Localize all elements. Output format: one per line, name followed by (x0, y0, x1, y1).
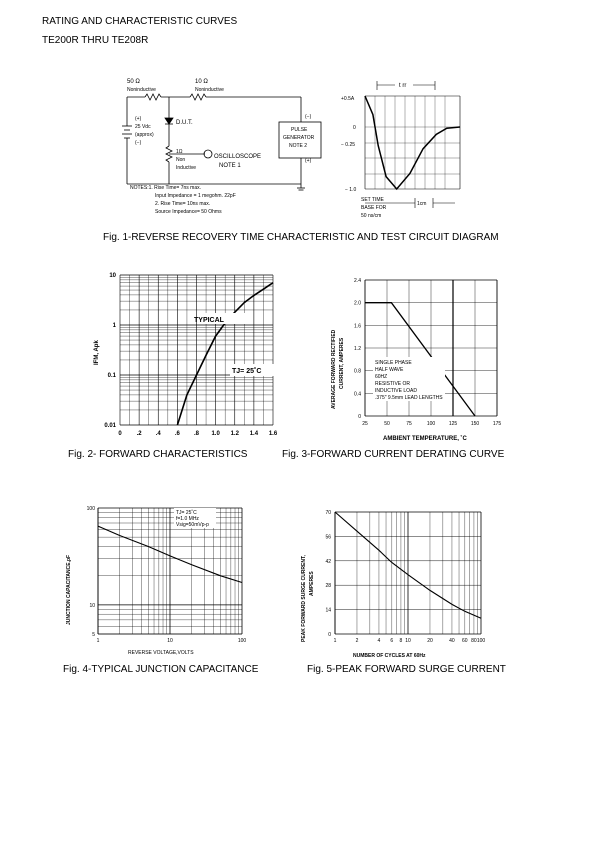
resistor-1-type2: Inductive (176, 165, 197, 171)
wave-ylabel-quarter: − 0.25 (341, 142, 356, 148)
fig3-xtick: 175 (492, 421, 502, 427)
fig2-xtick: .8 (193, 431, 200, 437)
fig3-ytick: 1.6 (354, 323, 361, 330)
fig5-ytick: 70 (325, 510, 331, 516)
fig4-xlabel: REVERSE VOLTAGE,VOLTS (128, 650, 194, 656)
fig2-xtick: 1.0 (211, 431, 220, 437)
dut-label: D.U.T. (176, 120, 193, 126)
fig3-xtick: 125 (448, 421, 458, 427)
resistor-10-label: 10 Ω (195, 79, 208, 85)
set-time-label: SET TIME (361, 197, 384, 203)
fig3-ytick: 2.0 (354, 300, 361, 307)
tj-label: TJ= 25˚C (232, 368, 262, 375)
fig2-ytick: 0.1 (107, 373, 116, 379)
trr-label: t rr (399, 83, 407, 89)
fig4-xtick: 10 (167, 638, 173, 644)
fig3-ytick: 2.4 (354, 278, 361, 284)
generator-note: NOTE 2 (289, 143, 308, 149)
fig5-xtick: 10 (405, 638, 411, 644)
fig3-xtick: 75 (406, 421, 412, 427)
cap-note1: TJ= 25˚C (176, 510, 197, 516)
note-line1: NOTES:1. Rise Time= 7ns max. (130, 185, 201, 191)
fig4-ytick: 5 (92, 632, 95, 638)
note-line3: 2. Rise Time= 10ns max. (155, 201, 211, 207)
fig2-xtick: .2 (136, 431, 142, 437)
fig4-ytick: 100 (86, 506, 95, 512)
fig5-ytick: 0 (328, 632, 331, 638)
fig5-caption: Fig. 5-PEAK FORWARD SURGE CURRENT (307, 664, 506, 675)
fig5-ytick: 28 (325, 583, 331, 590)
generator-plus: (+) (305, 158, 312, 164)
fig2-ytick: 1 (112, 323, 116, 329)
fig3-xtick: 100 (426, 421, 436, 427)
fig1-caption: Fig. 1-REVERSE RECOVERY TIME CHARACTERISTIC AND TEST CIRCUIT DIAGRAM (103, 232, 499, 243)
fig3-ytick: 0.4 (354, 391, 361, 398)
resistor-50-label: 50 Ω (127, 79, 140, 85)
source-minus: (−) (135, 140, 142, 146)
derating-note3: 60HZ (375, 374, 388, 380)
derating-note2: HALF WAVE (375, 367, 404, 373)
fig5-xtick: 1 (333, 638, 337, 644)
source-plus: (+) (135, 116, 142, 122)
fig2-xtick: .6 (174, 431, 180, 437)
note-line2: Input Impedance = 1 megohm. 22pF (155, 193, 236, 199)
fig2-xtick: 1.4 (249, 431, 259, 437)
fig5-xtick: 80 (471, 638, 477, 644)
doc-subheading: TE200R THRU TE208R (42, 35, 149, 46)
fig4-ytick: 10 (89, 602, 95, 609)
fig5-xtick: 20 (427, 638, 433, 644)
fig3-caption: Fig. 3-FORWARD CURRENT DERATING CURVE (282, 449, 505, 460)
fig5-xtick: 40 (449, 638, 455, 644)
fig4-caption: Fig. 4-TYPICAL JUNCTION CAPACITANCE (63, 664, 259, 675)
fig3-ytick: 0 (358, 414, 361, 420)
fig5-ylabel2: AMPERES (309, 571, 315, 596)
fig3-ytick: 1.2 (354, 346, 361, 352)
time-base-label: 50 ns/cm (361, 213, 382, 219)
fig3-xtick: 50 (384, 421, 390, 427)
fig5-ytick: 14 (325, 607, 331, 614)
fig2-xtick: 0 (118, 431, 122, 437)
recovery-waveform (335, 76, 465, 221)
typical-label: TYPICAL (194, 317, 224, 324)
oscilloscope-note: NOTE 1 (219, 163, 241, 169)
fig2-ytick: 10 (109, 273, 116, 279)
fig3-ylabel2: CURRENT, AMPERES (339, 337, 345, 389)
fig5-xtick: 4 (377, 638, 381, 644)
fig5-xtick: 2 (355, 638, 359, 644)
base-for-label: BASE FOR (361, 205, 387, 211)
fig5-ytick: 56 (325, 534, 331, 541)
wave-ylabel-one: − 1.0 (345, 187, 357, 193)
fig3-ylabel1: AVERAGE FORWARD RECTIFIED (331, 329, 337, 409)
junction-capacitance-chart (60, 500, 260, 660)
fig2-caption: Fig. 2- FORWARD CHARACTERISTICS (68, 449, 248, 460)
generator-minus: (−) (305, 114, 312, 120)
fig5-ylabel1: PEAK FORWARD SURGE CURRENT, (301, 555, 307, 642)
source-approx: (approx) (135, 132, 154, 138)
derating-note5: INDUCTIVE LOAD (375, 388, 417, 394)
test-circuit-diagram (115, 76, 325, 221)
scale-label: 1cm (417, 201, 427, 207)
fig4-ylabel: JUNCTION CAPACITANCE,pF (66, 554, 72, 625)
oscilloscope-label: OSCILLOSCOPE (214, 154, 262, 160)
derating-note4: RESISTIVE OR (375, 381, 411, 387)
fig2-xtick: 1.6 (268, 431, 278, 437)
fig5-xtick: 8 (399, 638, 403, 644)
source-voltage: 25 Vdc (135, 124, 151, 130)
surge-current-chart (295, 500, 495, 660)
derating-note1: SINGLE PHASE (375, 360, 412, 366)
fig2-ytick: 0.01 (104, 423, 116, 429)
cap-note2: f=1.0 MHz (176, 516, 199, 522)
wave-ylabel-zero: 0 (353, 125, 356, 131)
forward-characteristics-chart (90, 265, 290, 445)
fig5-xtick: 60 (462, 638, 468, 644)
fig4-xtick: 100 (237, 638, 247, 644)
fig5-ytick: 42 (325, 558, 331, 565)
fig5-xlabel: NUMBER OF CYCLES AT 60Hz (353, 653, 426, 659)
cap-note3: Vsig=50mVp-p (176, 522, 209, 528)
resistor-1-label: 1Ω (176, 149, 183, 155)
wave-ylabel-plus: +0.5A (341, 96, 355, 102)
resistor-10-type: Noninductive (195, 87, 224, 93)
resistor-1-type1: Non (176, 157, 186, 163)
resistor-50-type: Noninductive (127, 87, 156, 93)
fig2-ylabel: IFM, Apk (94, 340, 100, 365)
fig3-xlabel: AMBIENT TEMPERATURE, ˚C (383, 436, 467, 442)
fig2-xtick: .4 (155, 431, 161, 437)
generator-label1: PULSE (291, 127, 308, 133)
fig3-ytick: 0.8 (354, 368, 361, 375)
fig5-xtick: 6 (390, 638, 394, 644)
generator-label2: GENERATOR (283, 135, 315, 141)
fig3-xtick: 25 (362, 421, 368, 427)
doc-heading: RATING AND CHARACTERISTIC CURVES (42, 16, 238, 27)
fig4-xtick: 1 (96, 638, 100, 644)
derating-note6: .375" 9.5mm LEAD LENGTHS (375, 395, 443, 401)
fig3-xtick: 150 (470, 421, 480, 427)
note-line4: Source Impedance= 50 Ohms (155, 209, 222, 215)
derating-chart (325, 272, 505, 447)
recovery-curve (365, 96, 460, 189)
fig2-xtick: 1.2 (230, 431, 239, 437)
fig5-xtick: 100 (476, 638, 486, 644)
